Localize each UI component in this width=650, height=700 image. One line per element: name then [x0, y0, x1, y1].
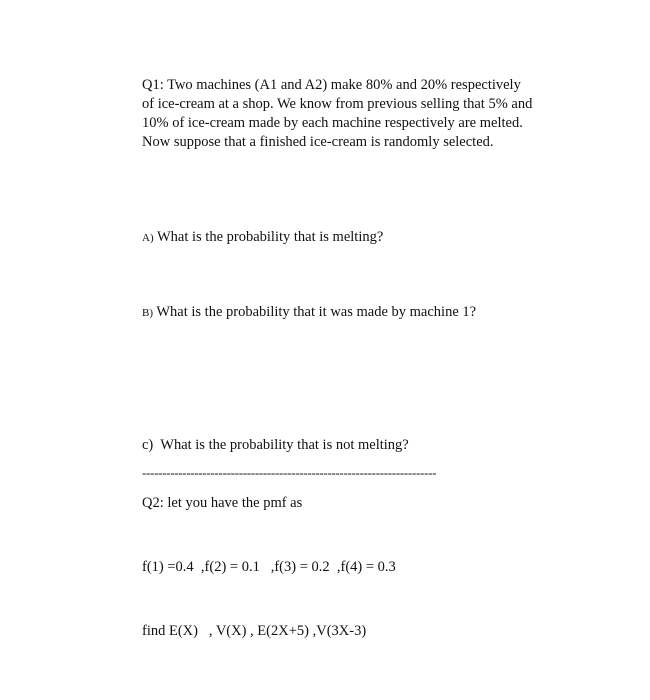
separator-text: -------------------------------------------------------------------------	[142, 465, 437, 480]
q1-part-a	[142, 228, 383, 248]
part-a-label: A)	[142, 232, 154, 244]
q2-pmf	[142, 558, 396, 577]
q2-intro-text: Q2: let you have the pmf as	[142, 495, 303, 511]
q1-line-1: Q1: Two machines (A1 and A2) make 80% and 20% respectively	[142, 77, 521, 93]
q1-part-c	[142, 436, 409, 455]
q1-line-4: Now suppose that a finished ice-cream is randomly selected.	[142, 134, 494, 150]
q1-line-2: of ice-cream at a shop. We know from previous selling that 5% and	[142, 96, 533, 112]
dashed-separator	[142, 463, 436, 482]
q2-find	[142, 622, 366, 641]
q2-pmf-text: f(1) =0.4 ,f(2) = 0.1 ,f(3) = 0.2 ,f(4) = 0.3	[142, 559, 396, 575]
part-c-text: c) What is the probability that is not melting?	[142, 437, 409, 453]
q1-part-b	[142, 303, 476, 323]
part-b-label: B)	[142, 307, 153, 319]
part-b-text: What is the probability that it was made by machine 1?	[153, 304, 477, 320]
q2-find-text: find E(X) , V(X) , E(2X+5) ,V(3X-3)	[142, 623, 367, 639]
q1-paragraph	[142, 76, 532, 152]
q1-line-3: 10% of ice-cream made by each machine respectively are melted.	[142, 115, 523, 131]
part-a-text: What is the probability that is melting?	[153, 229, 384, 245]
q2-intro	[142, 494, 302, 513]
